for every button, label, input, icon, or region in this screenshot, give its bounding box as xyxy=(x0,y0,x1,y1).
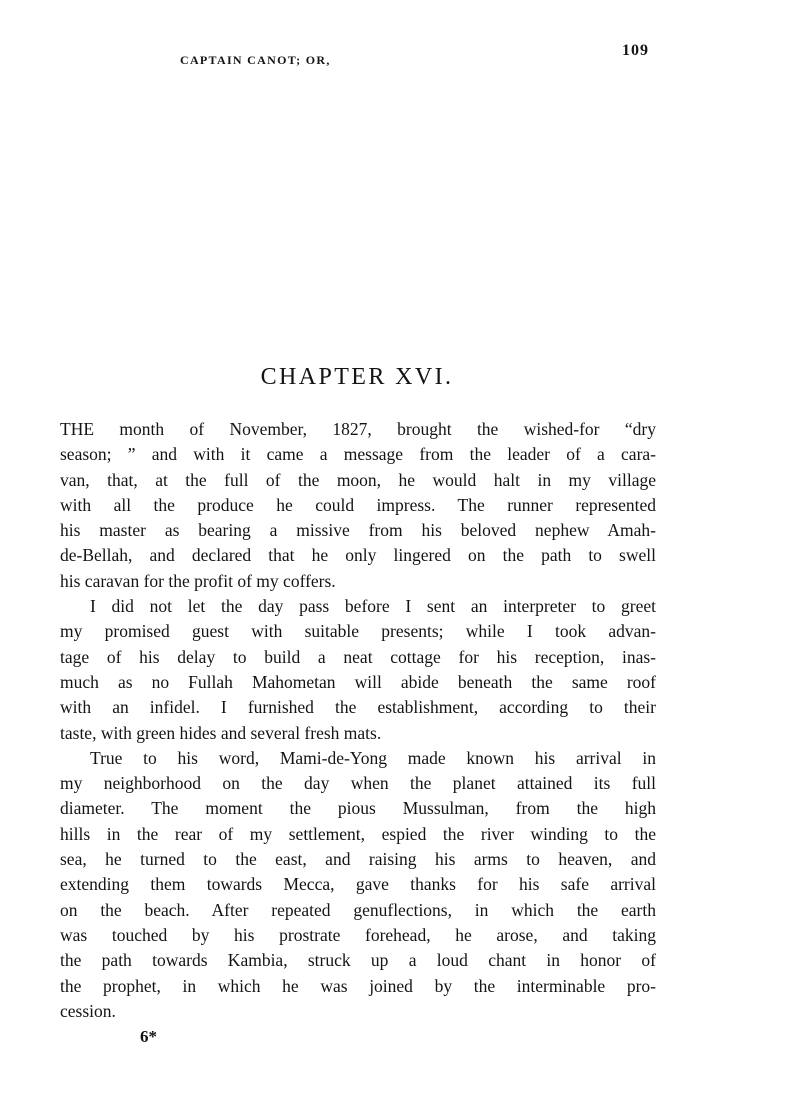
text-line: was touched by his prostrate forehead, he arose, and taking xyxy=(60,924,656,945)
text-line: the path towards Kambia, struck up a loud chant in honor of xyxy=(60,950,656,971)
text-line: van, that, at the full of the moon, he would halt in my village xyxy=(60,469,656,490)
paragraph-1 xyxy=(60,417,656,594)
text-line: his master as bearing a missive from his beloved nephew Amah- xyxy=(60,520,656,541)
chapter-title: CHAPTER XVI. xyxy=(260,364,454,390)
text-line: I did not let the day pass before I sent an interpreter to greet xyxy=(90,596,656,617)
running-head: CAPTAIN CANOT; OR, xyxy=(180,53,331,67)
text-line: de-Bellah, and declared that he only lingered on the path to swell xyxy=(60,545,656,566)
text-line: True to his word, Mami-de-Yong made known his arrival in xyxy=(90,747,656,768)
paragraph-3 xyxy=(60,746,656,1024)
text-line: the prophet, in which he was joined by the interminable pro- xyxy=(60,975,656,996)
text-line: with an infidel. I furnished the establishment, according to their xyxy=(60,697,656,718)
text-line: my promised guest with suitable presents; while I took advan- xyxy=(60,621,656,642)
text-line: his caravan for the profit of my coffers. xyxy=(60,570,336,591)
text-line: diameter. The moment the pious Mussulman, from the high xyxy=(60,798,656,819)
text-line: season; ” and with it came a message from the leader of a cara- xyxy=(60,444,656,465)
signature-mark: 6* xyxy=(140,1027,157,1046)
text-line: extending them towards Mecca, gave thanks for his safe arrival xyxy=(60,874,656,895)
text-line: much as no Fullah Mahometan will abide beneath the same roof xyxy=(60,671,656,692)
text-line: with all the produce he could impress. The runner represented xyxy=(60,494,656,515)
page-number: 109 xyxy=(622,42,649,59)
text-line: taste, with green hides and several fresh mats. xyxy=(60,722,382,743)
text-line: on the beach. After repeated genuflections, in which the earth xyxy=(60,899,656,920)
text-line: hills in the rear of my settlement, espied the river winding to the xyxy=(60,823,656,844)
text-line: my neighborhood on the day when the planet attained its full xyxy=(60,773,656,794)
body-text xyxy=(60,417,656,1024)
text-line: cession. xyxy=(60,1000,116,1021)
text-line: tage of his delay to build a neat cottage for his reception, inas- xyxy=(60,646,656,667)
text-line: THE month of November, 1827, brought the wished-for “dry xyxy=(60,419,656,439)
text-line: sea, he turned to the east, and raising his arms to heaven, and xyxy=(60,849,656,870)
paragraph-2 xyxy=(60,594,656,746)
